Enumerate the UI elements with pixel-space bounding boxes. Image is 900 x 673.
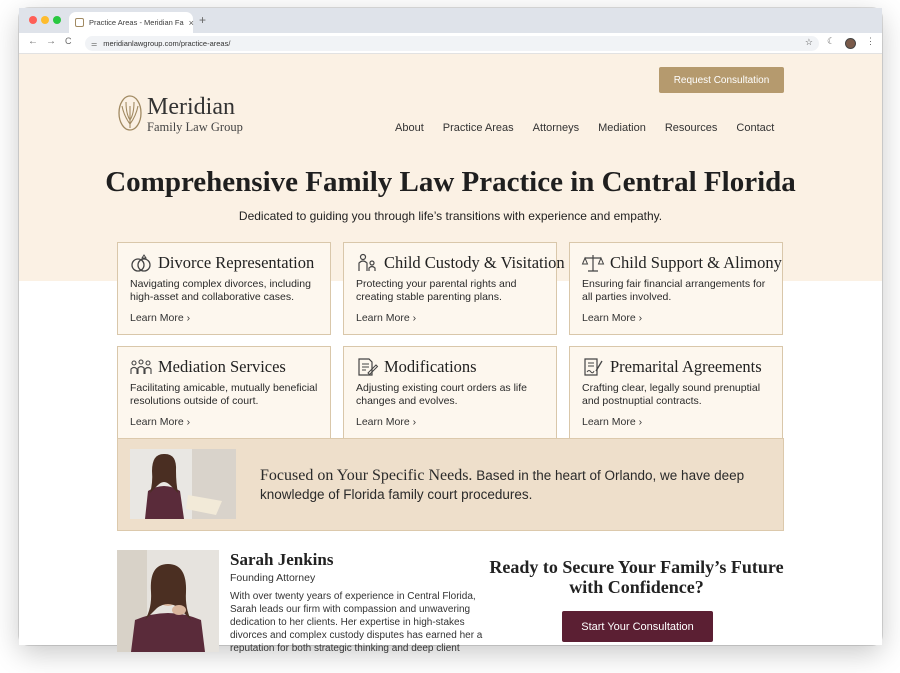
- reader-mode-icon[interactable]: ☾: [827, 36, 836, 46]
- learn-more-link[interactable]: [130, 416, 190, 428]
- browser-toolbar: [19, 33, 882, 54]
- practice-card-modifications[interactable]: [343, 346, 557, 439]
- chevron-right-icon: ›: [638, 312, 643, 324]
- tab-title: Practice Areas - Meridian Fa: [89, 18, 184, 27]
- card-title: Modifications: [384, 357, 477, 376]
- contract-icon: [582, 357, 604, 377]
- address-bar[interactable]: [85, 36, 819, 51]
- nav-practice-areas[interactable]: Practice Areas: [442, 122, 514, 134]
- learn-more-label: Learn More: [582, 312, 636, 324]
- card-description: Adjusting existing court orders as life changes and evolves.: [356, 382, 527, 407]
- url-text[interactable]: meridianlawgroup.com/practice-areas/: [103, 39, 231, 48]
- learn-more-link[interactable]: [582, 312, 642, 324]
- cta-heading: Ready to Secure Your Family’s Future with Confidence?: [489, 557, 784, 597]
- people-icon: [130, 357, 152, 377]
- focus-body: Based in the heart of Orlando, we have deep knowledge of Florida family court procedures.: [260, 468, 745, 502]
- profile-avatar[interactable]: [845, 38, 856, 49]
- logo-subtitle: Family Law Group: [147, 120, 243, 134]
- tab-strip: [19, 8, 882, 33]
- browser-window: [19, 8, 882, 654]
- site-logo[interactable]: [117, 94, 257, 142]
- card-description: Ensuring fair financial arrangements for all parties involved.: [582, 278, 766, 303]
- chevron-right-icon: ›: [412, 416, 417, 428]
- favicon-icon: [75, 18, 84, 27]
- card-description: Facilitating amicable, mutually beneficial resolutions outside of court.: [130, 382, 318, 407]
- family-icon: [356, 253, 378, 273]
- practice-card-custody[interactable]: [343, 242, 565, 335]
- learn-more-label: Learn More: [356, 416, 410, 428]
- tab-close-icon[interactable]: ×: [188, 17, 194, 28]
- chevron-right-icon: ›: [186, 416, 191, 428]
- attorney-bio: With over twenty years of experience in Central Florida, Sarah leads our firm with compassion and unwavering dedication to her clients. Her expertise in high-stakes divorces and complex custody disputes has earned her a reputation for both strategic thinking and deep client: [230, 591, 483, 654]
- card-description: Crafting clear, legally sound prenuptial and postnuptial contracts.: [582, 382, 761, 407]
- close-window-button[interactable]: [29, 16, 37, 24]
- focus-text: [260, 466, 770, 504]
- page-subtitle: Dedicated to guiding you through life’s transitions with experience and empathy.: [238, 209, 663, 223]
- practice-card-divorce[interactable]: [117, 242, 331, 335]
- chevron-right-icon: ›: [412, 312, 417, 324]
- nav-resources[interactable]: Resources: [664, 122, 718, 134]
- card-description: Navigating complex divorces, including high-asset and collaborative cases.: [130, 278, 311, 303]
- document-edit-icon: [356, 357, 378, 377]
- new-tab-button[interactable]: +: [199, 13, 207, 27]
- attorney-role: Founding Attorney: [230, 572, 316, 584]
- logo-name: Meridian: [147, 94, 235, 120]
- web-page: [19, 54, 882, 654]
- main-nav: [395, 122, 774, 134]
- practice-card-support[interactable]: [569, 242, 783, 335]
- start-consultation-button[interactable]: Start Your Consultation: [562, 611, 713, 642]
- zoom-window-button[interactable]: [53, 16, 61, 24]
- rings-icon: [130, 253, 152, 273]
- attorney-photo: [117, 550, 219, 652]
- chevron-right-icon: ›: [186, 312, 191, 324]
- learn-more-label: Learn More: [130, 312, 184, 324]
- site-info-icon[interactable]: ⚌: [91, 40, 98, 48]
- reload-icon[interactable]: C: [65, 36, 72, 46]
- learn-more-label: Learn More: [356, 312, 410, 324]
- card-title: Child Custody & Visitation: [384, 253, 565, 272]
- practice-card-mediation[interactable]: [117, 346, 331, 439]
- learn-more-link[interactable]: [130, 312, 190, 324]
- bookmark-star-icon[interactable]: ☆: [804, 37, 813, 47]
- card-title: Premarital Agreements: [610, 357, 762, 376]
- nav-about[interactable]: About: [395, 122, 424, 134]
- page-title: Comprehensive Family Law Practice in Central Florida: [105, 166, 796, 198]
- chevron-right-icon: ›: [638, 416, 643, 428]
- card-title: Mediation Services: [158, 357, 286, 376]
- practice-card-premarital[interactable]: [569, 346, 783, 439]
- focus-banner: [117, 438, 784, 531]
- lawyer-photo: [130, 449, 236, 519]
- card-title: Child Support & Alimony: [610, 253, 782, 272]
- browser-menu-icon[interactable]: ⋮: [866, 36, 875, 46]
- card-description: Protecting your parental rights and creating stable parenting plans.: [356, 278, 517, 303]
- scales-icon: [582, 253, 604, 273]
- tab-practice-areas[interactable]: [69, 12, 193, 33]
- logo-emblem-icon: [117, 94, 143, 132]
- attorney-name: Sarah Jenkins: [230, 550, 334, 569]
- nav-contact[interactable]: Contact: [736, 122, 775, 134]
- learn-more-link[interactable]: [356, 312, 416, 324]
- focus-heading: Focused on Your Specific Needs.: [260, 467, 473, 484]
- learn-more-link[interactable]: [356, 416, 416, 428]
- back-icon[interactable]: ←: [28, 36, 38, 47]
- request-consultation-button[interactable]: Request Consultation: [659, 67, 784, 93]
- nav-attorneys[interactable]: Attorneys: [532, 122, 580, 134]
- learn-more-link[interactable]: [582, 416, 642, 428]
- learn-more-label: Learn More: [582, 416, 636, 428]
- card-title: Divorce Representation: [158, 253, 315, 272]
- forward-icon[interactable]: →: [46, 36, 56, 47]
- minimize-window-button[interactable]: [41, 16, 49, 24]
- nav-mediation[interactable]: Mediation: [598, 122, 646, 134]
- learn-more-label: Learn More: [130, 416, 184, 428]
